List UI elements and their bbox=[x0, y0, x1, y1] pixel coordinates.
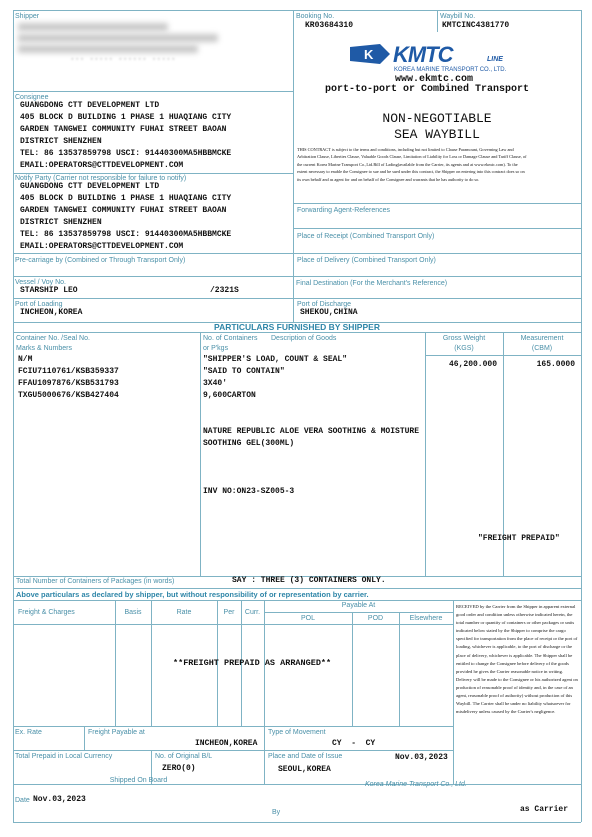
col-container: Container No. /Seal No. bbox=[16, 335, 90, 342]
contract-terms: THIS CONTRACT is subject to the terms and conditions, including but not limited to Clause Paramount, Governing Law and Arbitration Clause, Liberties Clause, Valuable Goods Clause, Limitation of Liability for Loss or Damage Clause and Tariff Clause, of the current Korea Marine Transport Co.,Ltd.Bill of Lading(available from the Carrier, its agents and at www.ekmtc.com). To the extent necessary to enable the Consignee to sue and be sued under this contract, the Shipper on entering into this contract does so on its own behalf and as agent for and on behalf of the Consignee and warrants that he has authority to do so. bbox=[297, 147, 527, 182]
place-of-delivery-label: Place of Delivery (Combined Transport Only) bbox=[297, 257, 436, 264]
forwarding-agent-label: Forwarding Agent-References bbox=[297, 207, 390, 214]
divider bbox=[293, 228, 581, 229]
divider bbox=[13, 276, 581, 277]
goods-line: "SHIPPER'S LOAD, COUNT & SEAL" bbox=[203, 355, 348, 364]
waybill-label: Waybill No. bbox=[440, 13, 476, 20]
notify-line: GUANGDONG CTT DEVELOPMENT LTD bbox=[20, 182, 160, 191]
divider bbox=[115, 600, 116, 726]
waybill-number: KMTCINC4381770 bbox=[442, 21, 510, 30]
final-destination-label: Final Destination (For the Merchant's Reference) bbox=[296, 280, 448, 287]
received-terms: RECEIVED by the Carrier from the Shipper in apparent external good order and condition unless otherwise indicated herein, the total number or quantity of containers or other packages or units indicated below stated by the Shipper to comprise the cargo specified for transportation from the place of receipt or the port of loading, whichever is applicable, to the port of discharge or the place of delivery, whichever is applicable. The Shipper shall be entitled to change the Consignee before delivery of the goods provided he gives the Carrier reasonable notice in writing. Delivery will be made to the Consignee or his authorized agent on production of reasonable proof of identity and, in the case of an agent, reasonable proof of authority) without production of this Waybill. The Carrier shall be under no liability whatsoever for misdelivery unless caused by the Carrier's negligence. bbox=[456, 604, 578, 715]
pod-label: POD bbox=[367, 615, 384, 622]
precarriage-label: Pre-carriage by (Combined or Through Transport Only) bbox=[15, 257, 186, 264]
ex-rate-label: Ex. Rate bbox=[15, 729, 42, 736]
marks-list bbox=[18, 354, 119, 402]
divider bbox=[200, 332, 201, 576]
by-label: By bbox=[272, 809, 281, 816]
goods-line bbox=[203, 414, 419, 426]
goods-line: "SAID TO CONTAIN" bbox=[203, 367, 285, 376]
right-border bbox=[581, 10, 582, 822]
type-of-movement-label: Type of Movement bbox=[268, 729, 326, 736]
particulars-heading: PARTICULARS FURNISHED BY SHIPPER bbox=[214, 322, 380, 332]
divider bbox=[13, 91, 293, 92]
notify-line: EMAIL:OPERATORS@CTTDEVELOPMENT.COM bbox=[20, 242, 184, 251]
col-cbm: (CBM) bbox=[531, 345, 553, 352]
port-of-loading: INCHEON,KOREA bbox=[20, 308, 83, 317]
divider bbox=[437, 10, 438, 32]
per-label: Per bbox=[223, 609, 235, 616]
doc-title-1: NON-NEGOTIABLE bbox=[382, 111, 492, 126]
booking-label: Booking No. bbox=[296, 13, 335, 20]
divider bbox=[264, 600, 265, 784]
as-carrier: as Carrier bbox=[520, 805, 569, 814]
divider bbox=[13, 588, 581, 589]
notify-block bbox=[20, 181, 231, 253]
divider bbox=[13, 253, 581, 254]
redacted-shipper-tail: ··· ····· ······ ····· bbox=[70, 55, 176, 64]
goods-line: 9,600CARTON bbox=[203, 391, 256, 400]
vessel-name: STARSHIP LEO bbox=[20, 286, 78, 295]
goods-line: SOOTHING GEL(300ML) bbox=[203, 439, 295, 448]
redacted-shipper-line bbox=[18, 23, 168, 31]
notify-line: 405 BLOCK D BUILDING 1 PHASE 1 HUAQIANG CITY bbox=[20, 194, 232, 203]
place-date-issue-label: Place and Date of Issue bbox=[268, 753, 343, 760]
notify-line: GARDEN TANGWEI COMMUNITY FUHAI STREET BAOAN bbox=[20, 206, 227, 215]
consignee-line: TEL: 86 13537859798 USCI: 91440300MA5HBBMCKE bbox=[20, 149, 232, 158]
divider bbox=[425, 355, 581, 356]
col-kgs: (KGS) bbox=[454, 345, 474, 352]
vessel-label: Vessel / Voy No. bbox=[15, 279, 66, 286]
marks-line: N/M bbox=[18, 355, 33, 364]
col-no-containers: No. of Containers bbox=[203, 335, 258, 342]
transport-mode: port-to-port or Combined Transport bbox=[325, 84, 530, 95]
shipper-label: Shipper bbox=[15, 13, 40, 20]
col-measurement: Measurement bbox=[520, 335, 564, 342]
issue-place: SEOUL,KOREA bbox=[278, 765, 331, 774]
payable-at-label: Payable At bbox=[341, 602, 376, 609]
consignee-line: GUANGDONG CTT DEVELOPMENT LTD bbox=[20, 101, 160, 110]
divider bbox=[352, 612, 353, 726]
goods-description bbox=[203, 354, 419, 498]
redacted-shipper-line bbox=[18, 34, 218, 42]
voyage-number: /2321S bbox=[210, 286, 239, 295]
total-containers-label: Total Number of Containers of Packages (in words) bbox=[16, 578, 175, 585]
consignee-block bbox=[20, 100, 231, 172]
divider bbox=[13, 298, 581, 299]
measurement-value: 165.0000 bbox=[536, 360, 575, 369]
port-of-discharge-label: Port of Discharge bbox=[297, 301, 352, 308]
website: www.ekmtc.com bbox=[395, 74, 474, 85]
left-border bbox=[13, 10, 14, 822]
goods-line bbox=[203, 402, 419, 414]
svg-text:K: K bbox=[364, 47, 374, 62]
consignee-line: 405 BLOCK D BUILDING 1 PHASE 1 HUAQIANG CITY bbox=[20, 113, 232, 122]
divider bbox=[84, 726, 85, 750]
type-of-movement: CY - CY bbox=[332, 739, 376, 748]
booking-number: KR03684310 bbox=[305, 21, 354, 30]
marks-line: FFAU1097876/KSB531793 bbox=[18, 379, 119, 388]
original-bl-value: ZERO(0) bbox=[162, 764, 196, 773]
freight-payable-at-label: Freight Payable at bbox=[88, 729, 145, 736]
divider bbox=[293, 203, 581, 204]
total-prepaid-label: Total Prepaid in Local Currency bbox=[15, 753, 113, 760]
divider bbox=[399, 612, 400, 726]
gross-weight-value: 46,200.000 bbox=[448, 360, 497, 369]
center-divider bbox=[293, 10, 294, 322]
divider bbox=[13, 173, 293, 174]
basis-label: Basis bbox=[124, 609, 142, 616]
declared-note: Above particulars as declared by shipper, but without responsibility of or representation by carrier. bbox=[16, 590, 369, 599]
kmtc-tagline: KOREA MARINE TRANSPORT CO., LTD. bbox=[394, 67, 507, 73]
goods-line bbox=[203, 474, 419, 486]
port-of-loading-label: Port of Loading bbox=[15, 301, 63, 308]
elsewhere-label: Elsewhere bbox=[409, 615, 443, 622]
kmtc-logo-suffix: LINE bbox=[487, 56, 503, 63]
freight-charges-label: Freight & Charges bbox=[18, 609, 75, 616]
kmtc-logo-mark bbox=[350, 44, 390, 64]
total-containers-value: SAY : THREE (3) CONTAINERS ONLY. bbox=[232, 576, 386, 585]
freight-payable-at: INCHEON,KOREA bbox=[195, 739, 258, 748]
date-label: Date bbox=[15, 797, 30, 804]
freight-prepaid-note: "FREIGHT PREPAID" bbox=[478, 534, 560, 543]
divider bbox=[151, 600, 152, 726]
col-description: Description of Goods bbox=[271, 335, 337, 342]
divider bbox=[13, 624, 453, 625]
goods-line bbox=[203, 450, 419, 462]
col-marks: Marks & Numbers bbox=[16, 345, 73, 352]
bottom-border bbox=[13, 822, 581, 823]
consignee-label: Consignee bbox=[15, 94, 49, 101]
goods-line: INV NO:ON23-SZ005-3 bbox=[203, 487, 295, 496]
goods-line: NATURE REPUBLIC ALOE VERA SOOTHING & MOISTURE bbox=[203, 427, 420, 436]
divider bbox=[13, 726, 453, 727]
divider bbox=[264, 612, 453, 613]
consignee-line: EMAIL:OPERATORS@CTTDEVELOPMENT.COM bbox=[20, 161, 184, 170]
freight-prepaid-arranged: **FREIGHT PREPAID AS ARRANGED** bbox=[173, 658, 332, 668]
issue-date: Nov.03,2023 bbox=[395, 753, 448, 762]
redacted-shipper-line bbox=[18, 45, 198, 53]
pol-label: POL bbox=[300, 615, 315, 622]
col-gross-weight: Gross Weight bbox=[442, 335, 486, 342]
marks-line: TXGU5000676/KSB427404 bbox=[18, 391, 119, 400]
divider bbox=[13, 600, 581, 601]
top-border bbox=[13, 10, 581, 11]
original-bl-label: No. of Original B/L bbox=[155, 753, 213, 760]
notify-label: Notify Party (Carrier not responsible for failure to notify) bbox=[15, 175, 187, 182]
consignee-line: GARDEN TANGWEI COMMUNITY FUHAI STREET BAOAN bbox=[20, 125, 227, 134]
col-pkgs: or P'kgs bbox=[203, 345, 229, 352]
port-of-discharge: SHEKOU,CHINA bbox=[300, 308, 358, 317]
notify-line: DISTRICT SHENZHEN bbox=[20, 218, 102, 227]
goods-line bbox=[203, 462, 419, 474]
divider bbox=[453, 600, 454, 784]
issuer-name: Korea Marine Transport Co., Ltd. bbox=[365, 781, 467, 788]
date-value: Nov.03,2023 bbox=[33, 795, 86, 804]
goods-line: 3X40' bbox=[203, 379, 228, 388]
place-of-receipt-label: Place of Receipt (Combined Transport Only) bbox=[297, 233, 435, 240]
shipped-on-board-label: Shipped On Board bbox=[109, 777, 168, 784]
marks-line: FCIU7110761/KSB359337 bbox=[18, 367, 119, 376]
notify-line: TEL: 86 13537859798 USCI: 91440300MA5HBBMCKE bbox=[20, 230, 232, 239]
divider bbox=[13, 750, 453, 751]
rate-label: Rate bbox=[176, 609, 192, 616]
kmtc-logo-text: KMTC bbox=[393, 42, 453, 67]
doc-title-2: SEA WAYBILL bbox=[394, 127, 480, 142]
consignee-line: DISTRICT SHENZHEN bbox=[20, 137, 102, 146]
curr-label: Curr. bbox=[244, 609, 261, 616]
